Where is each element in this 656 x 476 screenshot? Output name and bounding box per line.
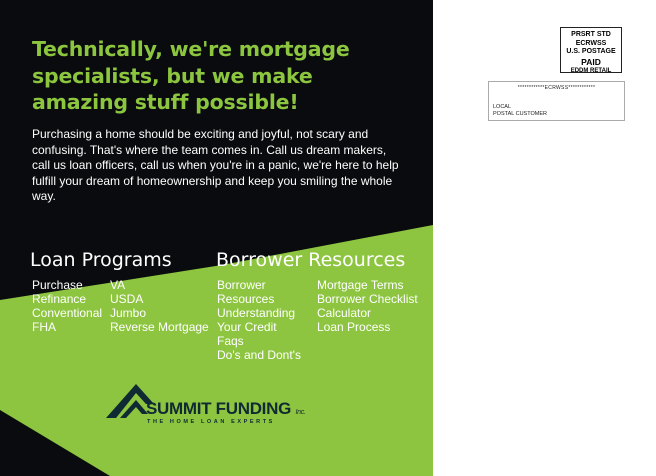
indicia-line: EDDM RETAIL <box>570 67 612 74</box>
postage-indicia <box>560 27 622 73</box>
loan-programs-list-2 <box>110 278 209 334</box>
list-item: Understanding <box>217 306 296 320</box>
indicia-line: PRSRT STD <box>571 31 611 38</box>
headline-line: Technically, we're mortgage <box>32 37 350 61</box>
indicia-line: U.S. POSTAGE <box>566 48 616 55</box>
headline <box>32 36 412 116</box>
list-item: Calculator <box>317 306 372 320</box>
logo-name <box>146 399 306 419</box>
indicia-paid: PAID <box>581 56 601 67</box>
logo-inc: Inc. <box>295 409 306 416</box>
borrower-resources-title: Borrower Resources <box>216 249 406 271</box>
headline-line: specialists, but we make <box>32 63 313 88</box>
list-item: Loan Process <box>317 320 391 334</box>
summit-funding-logo <box>106 380 306 440</box>
headline-line: amazing stuff possible! <box>32 90 299 114</box>
list-item: Faqs <box>217 334 244 348</box>
list-item: Reverse Mortgage <box>110 320 209 334</box>
indicia-line: ECRWSS <box>575 39 607 47</box>
borrower-resources-list-1 <box>217 278 301 362</box>
list-item: Refinance <box>32 292 87 306</box>
list-item: VA <box>110 278 126 292</box>
body-copy: Purchasing a home should be exciting and joyful, not scary and confusing. That's where the team comes in. Call us dream makers, call us loan officers, call us when you're in a panic, we're here to help fulfill your dream of homeownership and keep you smiling the whole way. <box>32 127 399 203</box>
list-item: Borrower Checklist <box>317 292 418 306</box>
address-line-1: LOCAL <box>493 104 512 110</box>
list-item: USDA <box>110 292 144 306</box>
address-block <box>488 81 625 121</box>
list-item: Borrower <box>217 278 266 292</box>
list-item: Mortgage Terms <box>317 278 404 292</box>
address-line-2: POSTAL CUSTOMER <box>493 111 547 117</box>
loan-programs-list-1 <box>32 278 102 334</box>
logo-tagline: THE HOME LOAN EXPERTS <box>147 419 275 425</box>
loan-programs-title: Loan Programs <box>30 249 172 271</box>
list-item: Purchase <box>32 278 83 292</box>
ecrwss-line: ************ECRWSS************ <box>517 85 596 91</box>
logo-name-text: SUMMIT FUNDING <box>146 399 292 418</box>
list-item: FHA <box>32 320 56 334</box>
list-item: Conventional <box>32 306 103 320</box>
list-item: Your Credit <box>217 320 277 334</box>
list-item: Jumbo <box>110 306 147 320</box>
list-item: Do's and Dont's <box>217 348 301 362</box>
borrower-resources-list-2 <box>317 278 418 334</box>
list-item: Resources <box>217 292 275 306</box>
